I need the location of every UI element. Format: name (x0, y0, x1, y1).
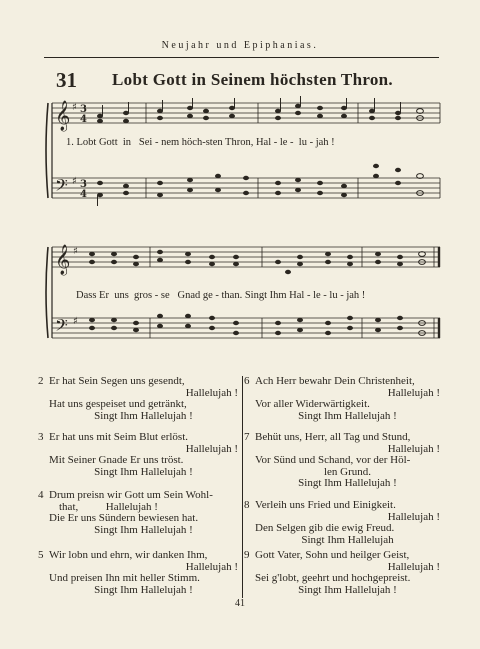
svg-text:3: 3 (80, 179, 87, 190)
verse-line: Singt Ihm Hallelujah (301, 533, 394, 546)
treble-clef-icon: 𝄞 (55, 101, 71, 131)
verse-line: Singt Ihm Hallelujah ! (298, 583, 397, 596)
hymn-title: Lobt Gott in Seinem höchsten Thron. (112, 70, 393, 89)
svg-text:4: 4 (80, 189, 87, 200)
verse-line: Den Selgen gib die ewig Freud. (255, 522, 395, 535)
verse-line: Wir lobn und ehrn, wir danken Ihm, (49, 549, 208, 561)
verse-line: Singt Ihm Hallelujah ! (94, 583, 193, 596)
verse-line: Vor aller Widerwärtigkeit. (255, 398, 370, 411)
verse-line: Hallelujah ! (185, 442, 238, 455)
time-signature: 3 (80, 104, 87, 115)
verse-line: Singt Ihm Hallelujah ! (298, 409, 397, 422)
hymn-number: 31 (56, 68, 77, 92)
sharp-icon: ♯ (73, 316, 78, 327)
bass-clef-icon: 𝄢 (55, 315, 68, 339)
verses-section: 2 Er hat Sein Segen uns gesendt, Hallelujah ! Hat uns gespeiset und getränkt, Singt Ihm Hallelujah ! 3 Er hat uns mit Seim Blut erlöst. Hallelujah ! Mit Seiner Gnade Er uns tröst. Singt Ihm Hallelujah ! 4 Drum preisn wir Gott um Sein Wohl- that, Hallelujah ! Die Er uns Sündern bewiesen hat. Singt Ihm Hallelujah ! 5 Wir lobn und ehrn, wir danken Ihm, Hallelujah ! Und preisen Ihn mit heller Stimm. Singt Ihm Hallelujah ! 6 Ach Herr bewahr Dein Christenheit, Hallelujah ! Vor aller Widerwärtigkeit. Singt Ihm Hallelujah ! 7 Behüt uns, Herr, all Tag und Stund, Hallelujah ! Vor Sünd und Schand, vor der Höl- len Grund. Singt Ihm Hallelujah ! 8 Verleih uns Fried und Einigkeit. Hallelujah ! Den Selgen gib die ewig Freud. Singt Ihm Hallelujah 9 Gott Vater, Sohn und heilger Geist, Hallelujah ! Sei g'lobt, geehrt und hochgepreist. Singt Ihm Hallelujah ! (38, 376, 440, 598)
verse-line: Er hat uns mit Seim Blut erlöst. (49, 431, 189, 443)
treble-staff-1 (52, 103, 440, 123)
verse-line: that, Hallelujah ! (59, 500, 158, 513)
verse-line: Verleih uns Fried und Einigkeit. (255, 499, 396, 511)
verse-line: Hallelujah ! (387, 510, 440, 523)
bass-staff-2 (52, 318, 440, 338)
verse-line: Hallelujah ! (387, 442, 440, 455)
verse-line: Hat uns gespeiset und getränkt, (49, 398, 187, 411)
lyric-line-1: 1. Lobt Gott in Sei - nem höch-sten Thron, Hal - le - lu - jah ! (66, 137, 335, 148)
verse-line: Singt Ihm Hallelujah ! (94, 523, 193, 536)
verse-line: Mit Seiner Gnade Er uns tröst. (49, 454, 184, 467)
sharp-icon: ♯ (72, 176, 77, 187)
verse-line: Singt Ihm Hallelujah ! (298, 477, 397, 490)
verse-line: Hallelujah ! (185, 560, 238, 573)
verse-line: Drum preisn wir Gott um Sein Wohl- (49, 489, 213, 501)
running-header: Neujahr und Epiphanias. (161, 40, 319, 51)
verse-line: Sei g'lobt, geehrt und hochgepreist. (255, 572, 411, 585)
verse-line: Singt Ihm Hallelujah ! (94, 465, 193, 478)
sharp-icon: ♯ (72, 102, 77, 113)
treble-staff-2 (52, 247, 440, 267)
verse-line: Hallelujah ! (387, 386, 440, 399)
verse-line: Hallelujah ! (185, 386, 238, 399)
column-divider (242, 376, 243, 598)
verse-line: Gott Vater, Sohn und heilger Geist, (255, 549, 410, 561)
page-number: 41 (235, 598, 245, 609)
verse-line: Die Er uns Sündern bewiesen hat. (49, 512, 199, 525)
verse-line: Hallelujah ! (387, 560, 440, 573)
verse-line: Ach Herr bewahr Dein Christenheit, (255, 375, 415, 387)
verse-line: Singt Ihm Hallelujah ! (94, 409, 193, 422)
verse-line: Und preisen Ihn mit heller Stimm. (49, 572, 200, 585)
verse-line: Er hat Sein Segen uns gesendt, (49, 375, 185, 387)
svg-text:4: 4 (80, 114, 87, 125)
verse-line: Vor Sünd und Schand, vor der Höl- (255, 454, 411, 467)
sharp-icon: ♯ (73, 246, 78, 257)
lyric-line-2: Dass Er uns gros - se Gnad ge - than. Singt Ihm Hal - le - lu - jah ! (76, 290, 366, 301)
bass-clef-icon: 𝄢 (55, 175, 68, 199)
system-1 (46, 103, 440, 198)
verse-line: len Grund. (323, 465, 372, 478)
treble-clef-icon: 𝄞 (55, 245, 71, 275)
verse-line: Behüt uns, Herr, all Tag und Stund, (255, 431, 411, 443)
